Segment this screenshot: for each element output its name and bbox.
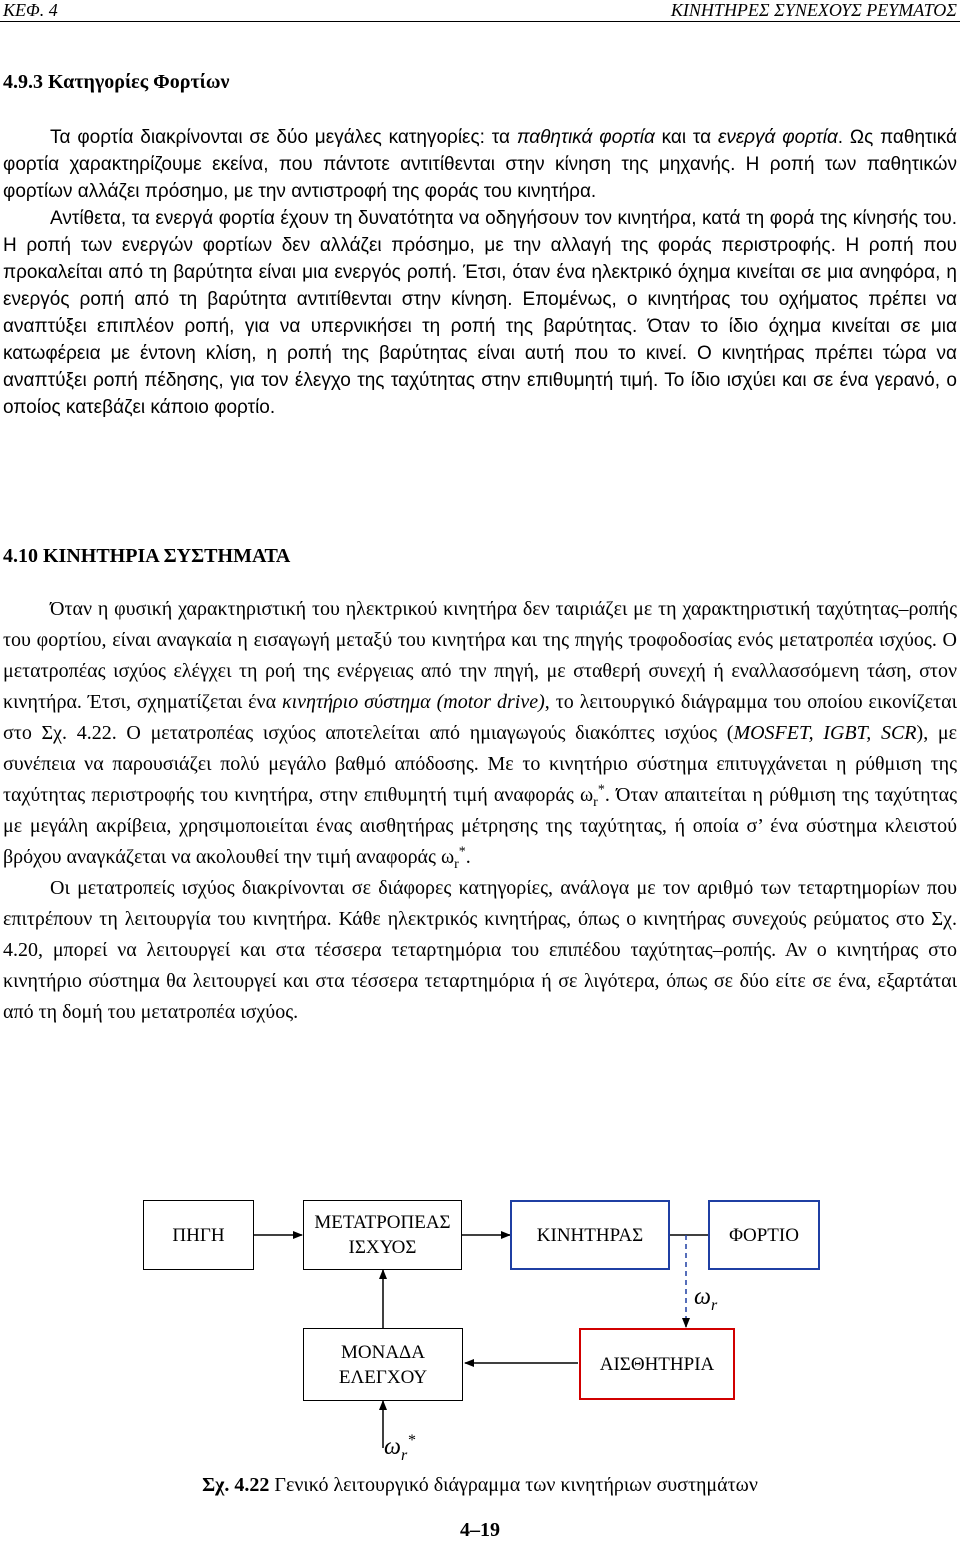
paragraph: Οι μετατροπείς ισχύος διακρίνονται σε διάφορες κατηγορίες, ανάλογα με τον αριθμό των τεταρτημορίων που επιτρέπουν τη λειτουργία του κινητήρα. Κάθε ηλεκτρικός κινητήρας, όπως ο κινητήρας συνεχούς ρεύματος στο Σχ. 4.20, μπορεί να λειτουργεί και στα τέσσερα τεταρτημόρια του επιπέδου ταχύτητας–ροπής. Αν ο κινητήρας στο κινητήριο σύστημα θα λειτουργεί και στα τέσσερα τεταρτημόρια ή σε λιγότερα, όπως σε δύο είτε σε ένα, εξαρτάται από τη δομή του μετατροπέα ισχύος. bbox=[3, 877, 957, 1023]
header-title: ΚΙΝΗΤΗΡΕΣ ΣΥΝΕΧΟΥΣ ΡΕΥΜΑΤΟΣ bbox=[670, 0, 957, 20]
block-sensors: ΑΙΣΘΗΤΗΡΙΑ bbox=[579, 1328, 735, 1400]
emphasis-text: κινητήριο σύστημα (motor drive) bbox=[282, 691, 545, 713]
block-motor: ΚΙΝΗΤΗΡΑΣ bbox=[510, 1200, 670, 1270]
emphasis-text: MOSFET, IGBT, SCR bbox=[733, 722, 917, 744]
paragraph: Τα φορτία διακρίνονται σε δύο μεγάλες κατηγορίες: τα παθητικά φορτία και τα ενεργά φορτία. Ως παθητικά φορτία χαρακτηρίζουμε εκείνα, που πάντοτε αντιτίθενται στην κίνηση της μηχανής. Η ροπή των παθητικών φορτίων αλλάζει πρόσημο, με την αντιστροφή της φοράς του κινητήρα. bbox=[3, 127, 958, 202]
emphasis-text: παθητικά φορτία bbox=[516, 127, 655, 148]
figure-label: Σχ. 4.22 bbox=[202, 1474, 270, 1496]
section-heading-4-9-3: 4.9.3 Κατηγορίες Φορτίων bbox=[3, 71, 230, 93]
omega-ref-symbol: $\omega_r^*$ bbox=[440, 844, 466, 872]
section-heading-4-10: 4.10 ΚΙΝΗΤΗΡΙΑ ΣΥΣΤΗΜΑΤΑ bbox=[3, 545, 291, 567]
reference-symbol-omega-r-star: $\omega_r^*$ bbox=[384, 1432, 416, 1464]
paragraph: Αντίθετα, τα ενεργά φορτία έχουν τη δυνατότητα να οδηγήσουν τον κινητήρα, κατά τη φορά της κίνησής του. Η ροπή των ενεργών φορτίων δεν αλλάζει πρόσημο, με την αλλαγή της φοράς περιστροφής. Η ροπή που προκαλείται από τη βαρύτητα είναι μια ενεργός ροπή. Έτσι, όταν ένα ηλεκτρικό όχημα κινείται σε μια ανηφόρα, η ενεργός ροπή από τη βαρύτητα αντιτίθενται στην κίνηση. Επομένως, ο κινητήρας του οχήματος πρέπει να αναπτύξει επιπλέον ροπή, για να υπερνικήσει τη ροπή της βαρύτητας. Όταν το ίδιο όχημα κινείται σε μια κατωφέρεια με έντονη κλίση, η ροπή της βαρύτητας είναι αυτή που το κινεί. Ο κινητήρας πρέπει τώρα να αναπτύξει ροπή πέδησης, για τον έλεγχο της ταχύτητας στην επιθυμητή τιμή. Το ίδιο ισχύει και σε ένα γερανό, ο οποίος κατεβάζει κάποιο φορτίο. bbox=[3, 208, 957, 418]
figure-caption: Σχ. 4.22 Γενικό λειτουργικό διάγραμμα των κινητήριων συστημάτων bbox=[202, 1474, 758, 1496]
paragraph: Όταν η φυσική χαρακτηριστική του ηλεκτρικού κινητήρα δεν ταιριάζει με τη χαρακτηριστική ταχύτητας–ροπής του φορτίου, είναι αναγκαία η εισαγωγή μεταξύ του κινητήρα και της πηγής τροφοδοσίας ενός μετατροπέα ισχύος. Ο μετατροπέας ισχύος ελέγχει τη ροή της ενέργειας από την πηγή, με σταθερή συνεχή ή εναλλασσόμενη τάση, στον κινητήρα. Έτσι, σχηματίζεται ένα κινητήριο σύστημα (motor drive), το λειτουργικό διάγραμμα του οποίου εικονίζεται στο Σχ. 4.22. Ο μετατροπέας ισχύος αποτελείται από ημιαγωγούς διακόπτες ισχύος (MOSFET, IGBT, SCR), με συνέπεια να παρουσιάζει πολύ μεγάλο βαθμό απόδοσης. Με το κινητήριο σύστημα επιτυγχάνεται η ρύθμιση της ταχύτητας περιστροφής του κινητήρα, στην επιθυμητή τιμή αναφοράς $\omega_r^*$. Όταν απαιτείται η ρύθμιση της ταχύτητας με μεγάλη ακρίβεια, χρησιμοποιείται ένας αισθητήρας μέτρησης της ταχύτητας, ή οποία σ’ ένα σύστημα κλειστού βρόχου αναγκάζεται να ακολουθεί την τιμή αναφοράς $\omega_r^*$. bbox=[3, 598, 958, 872]
speed-symbol-omega-r: $\omega_r$ bbox=[694, 1284, 718, 1314]
block-load: ΦΟΡΤΙΟ bbox=[708, 1200, 820, 1270]
emphasis-text: ενεργά φορτία bbox=[717, 127, 838, 148]
block-control-unit: ΜΟΝΑΔΑ ΕΛΕΓΧΟΥ bbox=[303, 1328, 463, 1401]
block-power-converter: ΜΕΤΑΤΡΟΠΕΑΣ ΙΣΧΥΟΣ bbox=[303, 1200, 462, 1270]
header-chapter: ΚΕΦ. 4 bbox=[3, 0, 58, 20]
block-source: ΠΗΓΗ bbox=[143, 1200, 254, 1270]
page-number: 4–19 bbox=[460, 1519, 500, 1541]
omega-ref-symbol: $\omega_r^*$ bbox=[580, 782, 605, 810]
